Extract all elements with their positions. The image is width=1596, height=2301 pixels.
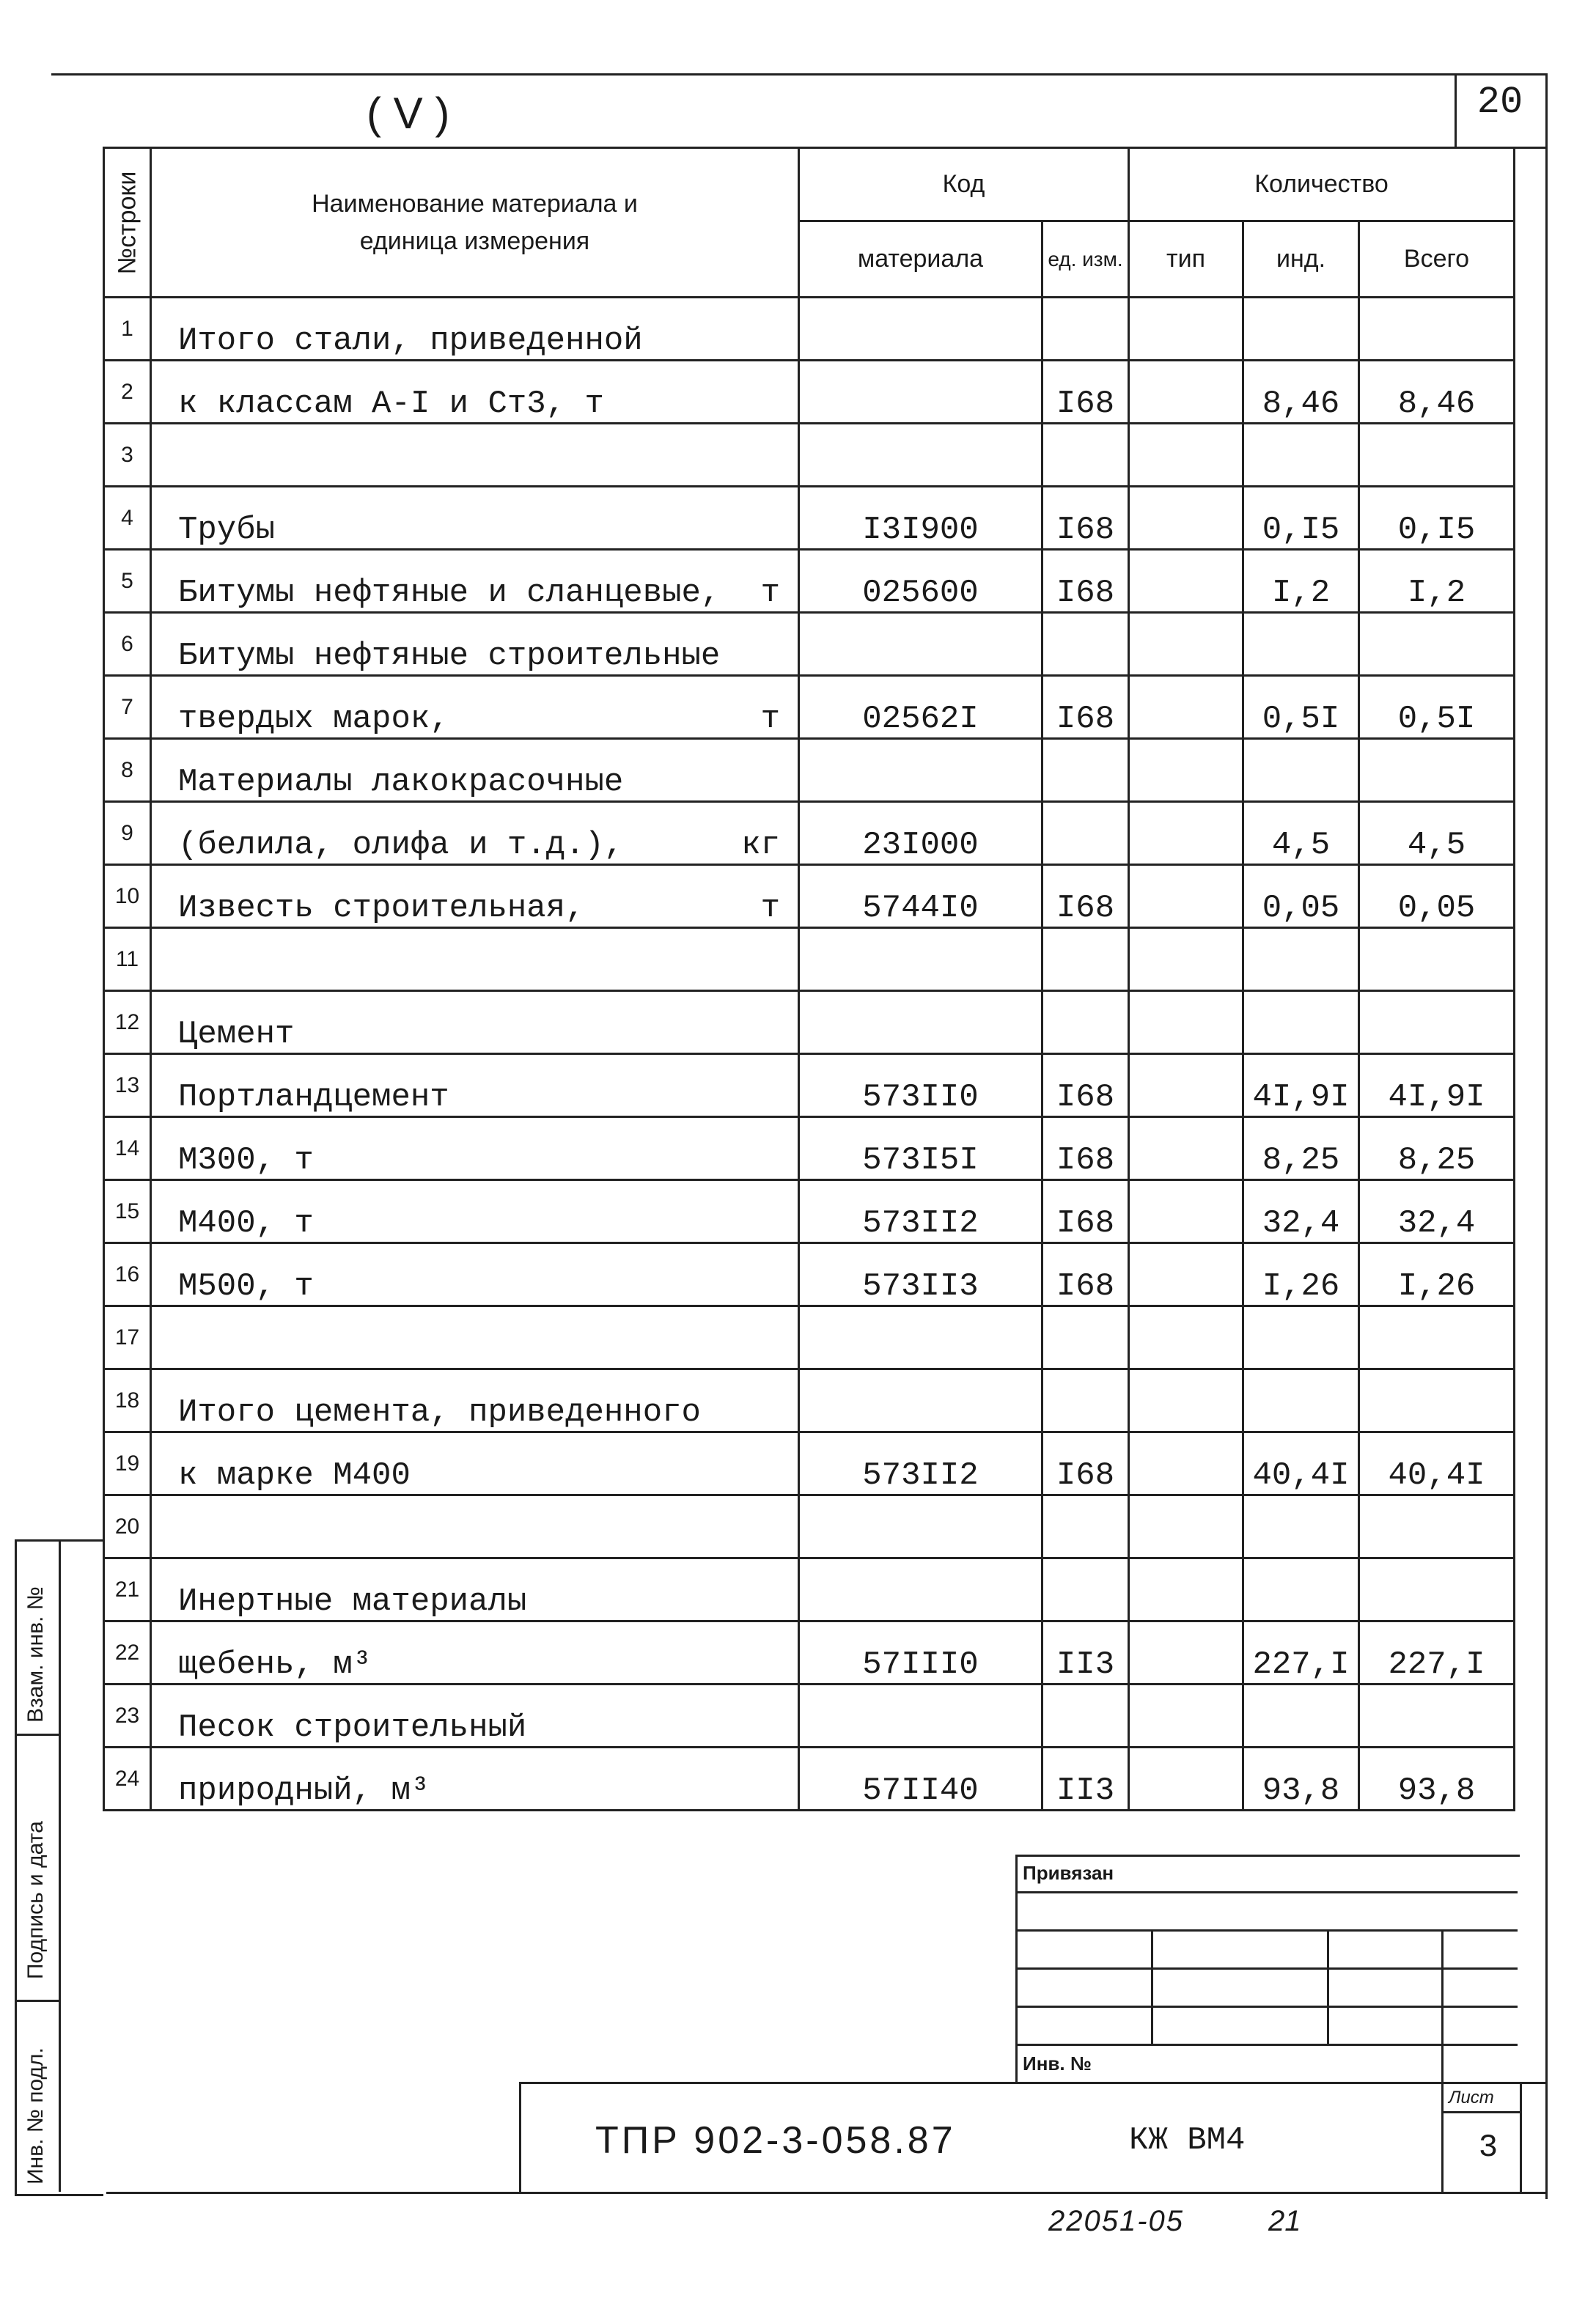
quantity-ind [1243, 613, 1359, 676]
row-number: 1 [104, 298, 151, 361]
quantity-type [1129, 487, 1243, 550]
quantity-total: I,26 [1359, 1243, 1515, 1306]
table-row [104, 1621, 1515, 1685]
stamp-line [1441, 2082, 1444, 2192]
row-number: 17 [104, 1306, 151, 1369]
stamp-line [1441, 1929, 1444, 2082]
row-number: 2 [104, 361, 151, 424]
margin-label-vzam: Взам. инв. № [23, 1586, 48, 1723]
roman-mark: ( V ) [367, 89, 450, 138]
unit-code [1042, 1558, 1129, 1621]
unit-code [1042, 1306, 1129, 1369]
material-code [799, 991, 1042, 1054]
table-row [104, 424, 1515, 487]
quantity-total: 8,25 [1359, 1117, 1515, 1180]
table-row [104, 1243, 1515, 1306]
quantity-type [1129, 802, 1243, 865]
table-row [104, 991, 1515, 1054]
quantity-total [1359, 298, 1515, 361]
table-row [104, 739, 1515, 802]
quantity-total: 4I,9I [1359, 1054, 1515, 1117]
list-label: Лист [1449, 2088, 1494, 2107]
material-name: к марке М400 [151, 1432, 799, 1495]
stamp-line [1151, 1929, 1153, 2044]
quantity-ind [1243, 1369, 1359, 1432]
table-row [104, 1306, 1515, 1369]
quantity-total: I,2 [1359, 550, 1515, 613]
material-code [799, 424, 1042, 487]
quantity-total: 32,4 [1359, 1180, 1515, 1243]
quantity-total: 8,46 [1359, 361, 1515, 424]
quantity-type [1129, 1369, 1243, 1432]
quantity-type [1129, 1180, 1243, 1243]
unit-code: I68 [1042, 676, 1129, 739]
material-code [799, 928, 1042, 991]
quantity-type [1129, 1117, 1243, 1180]
material-name: Песок строительный [151, 1685, 799, 1748]
unit-code: I68 [1042, 487, 1129, 550]
material-name: Известь строительная, т [151, 865, 799, 928]
quantity-ind: 8,25 [1243, 1117, 1359, 1180]
material-code: 573I5I [799, 1117, 1042, 1180]
row-number: 4 [104, 487, 151, 550]
row-number: 5 [104, 550, 151, 613]
quantity-total: 93,8 [1359, 1748, 1515, 1811]
archive-number: 22051-05 [1048, 2205, 1185, 2237]
material-name: Итого цемента, приведенного [151, 1369, 799, 1432]
unit-code [1042, 1685, 1129, 1748]
quantity-ind [1243, 1495, 1359, 1558]
row-number: 6 [104, 613, 151, 676]
material-name: Цемент [151, 991, 799, 1054]
quantity-ind: 0,5I [1243, 676, 1359, 739]
quantity-total: 0,I5 [1359, 487, 1515, 550]
unit-code: I68 [1042, 1180, 1129, 1243]
quantity-type [1129, 1495, 1243, 1558]
material-code: 025600 [799, 550, 1042, 613]
quantity-total [1359, 1558, 1515, 1621]
quantity-type [1129, 1243, 1243, 1306]
table-row [104, 1054, 1515, 1117]
col-type-header: тип [1129, 221, 1243, 298]
quantity-total [1359, 1685, 1515, 1748]
table-row [104, 550, 1515, 613]
material-name: природный, м³ [151, 1748, 799, 1811]
quantity-ind: 0,I5 [1243, 487, 1359, 550]
quantity-total [1359, 928, 1515, 991]
unit-code [1042, 613, 1129, 676]
material-code: I3I900 [799, 487, 1042, 550]
quantity-type [1129, 361, 1243, 424]
quantity-ind [1243, 424, 1359, 487]
material-code [799, 298, 1042, 361]
col-code-unit-header: ед. изм. [1042, 221, 1129, 298]
table-row [104, 802, 1515, 865]
col-code-material-header: материала [799, 221, 1042, 298]
quantity-ind: 32,4 [1243, 1180, 1359, 1243]
material-code [799, 613, 1042, 676]
unit-code [1042, 991, 1129, 1054]
material-name: Итого стали, приведенной [151, 298, 799, 361]
table-row [104, 928, 1515, 991]
material-code [799, 1685, 1042, 1748]
quantity-ind: 227,I [1243, 1621, 1359, 1685]
quantity-ind: I,26 [1243, 1243, 1359, 1306]
table-row [104, 676, 1515, 739]
unit-code: I68 [1042, 1432, 1129, 1495]
table-row [104, 1432, 1515, 1495]
quantity-total: 40,4I [1359, 1432, 1515, 1495]
quantity-total: 0,5I [1359, 676, 1515, 739]
frame-right-border [1545, 73, 1548, 2199]
frame-top-border [51, 73, 1547, 76]
materials-table [103, 147, 1515, 1811]
row-number: 8 [104, 739, 151, 802]
quantity-type [1129, 613, 1243, 676]
quantity-ind: 0,05 [1243, 865, 1359, 928]
material-name: Инертные материалы [151, 1558, 799, 1621]
stamp-line [1015, 1891, 1518, 1893]
row-number: 22 [104, 1621, 151, 1685]
quantity-type [1129, 991, 1243, 1054]
material-code: 57II40 [799, 1748, 1042, 1811]
unit-code: II3 [1042, 1621, 1129, 1685]
unit-code: I68 [1042, 1243, 1129, 1306]
table-row [104, 1369, 1515, 1432]
quantity-ind [1243, 928, 1359, 991]
row-number: 15 [104, 1180, 151, 1243]
quantity-total [1359, 1495, 1515, 1558]
material-code: 573II2 [799, 1180, 1042, 1243]
unit-code: II3 [1042, 1748, 1129, 1811]
quantity-total: 0,05 [1359, 865, 1515, 928]
row-number: 21 [104, 1558, 151, 1621]
table-row [104, 865, 1515, 928]
table-row [104, 613, 1515, 676]
material-name: Битумы нефтяные строительные [151, 613, 799, 676]
archive-mark: 21 [1268, 2205, 1301, 2237]
unit-code: I68 [1042, 865, 1129, 928]
attached-label: Привязан [1023, 1862, 1114, 1884]
row-number: 13 [104, 1054, 151, 1117]
row-number: 7 [104, 676, 151, 739]
quantity-ind [1243, 1558, 1359, 1621]
unit-code [1042, 739, 1129, 802]
unit-code [1042, 802, 1129, 865]
quantity-type [1129, 1306, 1243, 1369]
material-name [151, 1495, 799, 1558]
material-name: Трубы [151, 487, 799, 550]
material-code: 573II2 [799, 1432, 1042, 1495]
material-code: 5744I0 [799, 865, 1042, 928]
quantity-total [1359, 991, 1515, 1054]
row-number: 18 [104, 1369, 151, 1432]
quantity-total [1359, 739, 1515, 802]
material-code [799, 739, 1042, 802]
inventory-label: Инв. № [1023, 2053, 1092, 2074]
quantity-type [1129, 739, 1243, 802]
material-name [151, 1306, 799, 1369]
table-row [104, 298, 1515, 361]
col-code-group-header: Код [799, 148, 1129, 221]
row-number: 16 [104, 1243, 151, 1306]
quantity-ind [1243, 1306, 1359, 1369]
quantity-ind: 93,8 [1243, 1748, 1359, 1811]
quantity-ind: 8,46 [1243, 361, 1359, 424]
unit-code: I68 [1042, 1117, 1129, 1180]
table-row [104, 1558, 1515, 1621]
document-code: ТПР 902-3-058.87 [595, 2119, 956, 2162]
table-row [104, 1685, 1515, 1748]
quantity-type [1129, 676, 1243, 739]
quantity-total: 227,I [1359, 1621, 1515, 1685]
quantity-type [1129, 1621, 1243, 1685]
material-code: 57III0 [799, 1621, 1042, 1685]
row-number: 12 [104, 991, 151, 1054]
quantity-type [1129, 550, 1243, 613]
material-name: М300, т [151, 1117, 799, 1180]
table-row [104, 1180, 1515, 1243]
quantity-type [1129, 1685, 1243, 1748]
material-code [799, 1558, 1042, 1621]
quantity-type [1129, 928, 1243, 991]
table-row [104, 1117, 1515, 1180]
col-quantity-group-header: Количество [1129, 148, 1515, 221]
material-name: М400, т [151, 1180, 799, 1243]
unit-code: I68 [1042, 550, 1129, 613]
quantity-ind [1243, 298, 1359, 361]
quantity-type [1129, 1054, 1243, 1117]
material-name [151, 424, 799, 487]
quantity-ind: 4I,9I [1243, 1054, 1359, 1117]
quantity-total [1359, 1306, 1515, 1369]
material-code [799, 1369, 1042, 1432]
quantity-type [1129, 865, 1243, 928]
table-row [104, 487, 1515, 550]
quantity-type [1129, 424, 1243, 487]
unit-code: I68 [1042, 1054, 1129, 1117]
unit-code [1042, 424, 1129, 487]
unit-code [1042, 1369, 1129, 1432]
row-number: 3 [104, 424, 151, 487]
stamp-line [1441, 2111, 1522, 2113]
material-code [799, 1306, 1042, 1369]
material-code [799, 361, 1042, 424]
list-number: 3 [1478, 2129, 1498, 2166]
col-name-header: Наименование материала и единица измерения [151, 148, 799, 298]
row-number: 9 [104, 802, 151, 865]
material-name: М500, т [151, 1243, 799, 1306]
quantity-type [1129, 1748, 1243, 1811]
material-name: (белила, олифа и т.д.), кг [151, 802, 799, 865]
quantity-ind: 40,4I [1243, 1432, 1359, 1495]
quantity-ind [1243, 991, 1359, 1054]
material-code: 23I000 [799, 802, 1042, 865]
material-code: 02562I [799, 676, 1042, 739]
document-mark: КЖ ВМ4 [1129, 2122, 1246, 2159]
material-code [799, 1495, 1042, 1558]
unit-code [1042, 1495, 1129, 1558]
margin-label-inv-podl: Инв. № подл. [23, 2047, 48, 2184]
row-number: 24 [104, 1748, 151, 1811]
col-total-header: Всего [1359, 221, 1515, 298]
stamp-line [1327, 1929, 1329, 2044]
row-number: 11 [104, 928, 151, 991]
material-code: 573II3 [799, 1243, 1042, 1306]
quantity-type [1129, 1432, 1243, 1495]
table-row [104, 1748, 1515, 1811]
row-number: 20 [104, 1495, 151, 1558]
quantity-type [1129, 1558, 1243, 1621]
table-row [104, 361, 1515, 424]
quantity-ind: 4,5 [1243, 802, 1359, 865]
material-code: 573II0 [799, 1054, 1042, 1117]
material-name: Битумы нефтяные и сланцевые, т [151, 550, 799, 613]
quantity-total [1359, 613, 1515, 676]
unit-code [1042, 298, 1129, 361]
unit-code: I68 [1042, 361, 1129, 424]
table-row [104, 1495, 1515, 1558]
quantity-ind [1243, 1685, 1359, 1748]
quantity-ind [1243, 739, 1359, 802]
row-number: 23 [104, 1685, 151, 1748]
material-name: щебень, м³ [151, 1621, 799, 1685]
col-row-number-header: №строки [104, 148, 151, 298]
margin-label-signature: Подпись и дата [23, 1821, 48, 1979]
material-name: твердых марок, т [151, 676, 799, 739]
material-name: Портландцемент [151, 1054, 799, 1117]
quantity-total [1359, 1369, 1515, 1432]
col-ind-header: инд. [1243, 221, 1359, 298]
quantity-type [1129, 298, 1243, 361]
row-number: 14 [104, 1117, 151, 1180]
row-number: 10 [104, 865, 151, 928]
row-number: 19 [104, 1432, 151, 1495]
material-name: Материалы лакокрасочные [151, 739, 799, 802]
unit-code [1042, 928, 1129, 991]
sheet-number: 20 [1477, 81, 1523, 124]
quantity-total [1359, 424, 1515, 487]
material-name [151, 928, 799, 991]
material-name: к классам А-I и Ст3, т [151, 361, 799, 424]
quantity-ind: I,2 [1243, 550, 1359, 613]
quantity-total: 4,5 [1359, 802, 1515, 865]
